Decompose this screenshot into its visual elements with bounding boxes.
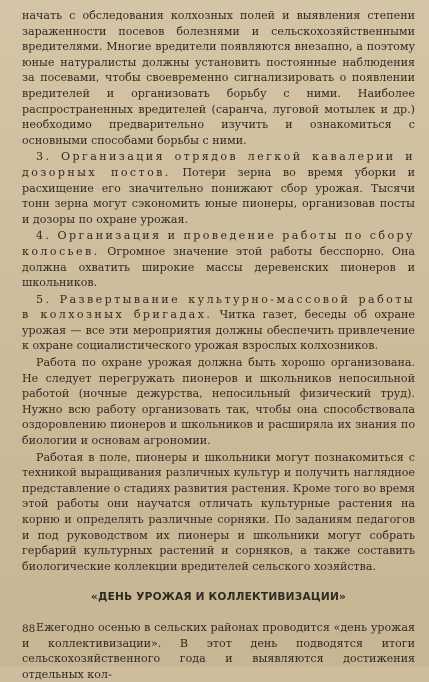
paragraph-item-3: 3. Организация отрядов легкой кавалерии и дозорных постов. Потери зерна во время уборки и расхищение его значительно понижают сбор урожая. Тысячи тонн зерна могут сэкономить юные пионеры, организовав посты и дозоры по охране урожая.	[22, 150, 415, 226]
item-3-heading: 3. Организация отрядов легкой кавалерии и дозорных постов.	[22, 150, 415, 179]
paragraph-item-4: 4. Организация и проведение работы по сбору колосьев. Огромное значение этой работы бесспорно. Она должна охватить широкие массы деревенских пионеров и школьников.	[22, 229, 415, 290]
paragraph-item-5: 5. Развертывание культурно-массовой работы в колхозных бригадах. Читка газет, беседы об охране урожая — все эти мероприятия должны обеспечить привлечение к охране социалистического урожая взрослых колхозников.	[22, 292, 415, 353]
item-4-heading: 4. Организация и проведение работы по сбору колосьев.	[22, 229, 415, 258]
item-5-heading: 5. Развертывание культурно-массовой работы в колхозных бригадах.	[22, 292, 415, 322]
paragraph-organization: Работа по охране урожая должна быть хорошо организована. Не следует перегружать пионеров и школьников непосильной работой (ночные дежурства, непосильный физический труд). Нужно всю работу организовать так, чтобы она способствовала оздоровлению пионеров и школьников и расширяла их знания по биологии и основам агрономии.	[22, 356, 415, 448]
paragraph-intro: начать с обследования колхозных полей и выявления степени зараженности посевов болезнями и сельскохозяйственными вредителями. Многие вредители появляются внезапно, а поэтому юные натуралисты должны установить постоянные наблюдения за посевами, чтобы своевременно сигнализировать о появлении вредителей и организовать борьбу с ними. Наиболее распространенных вредителей (саранча, луговой мотылек и др.) необходимо предварительно изучить и ознакомиться с основными способами борьбы с ними.	[22, 9, 415, 147]
paragraph-fieldwork: Работая в поле, пионеры и школьники могут познакомиться с техникой выращивания различных культур и получить наглядное представление о стадиях развития растения. Кроме того во время этой работы они научатся отличать культурные растения на корню и определять различные сорняки. По заданиям педагогов и под руководством их пионеры и школьники могут собрать гербарий культурных растений и сорняков, а также составить биологические коллекции вредителей сельского хозяйства.	[22, 450, 415, 573]
page-number: 88	[22, 623, 36, 635]
paragraph-harvest-day: Ежегодно осенью в сельских районах проводится «день урожая и коллективизации». В этот день подводятся итоги сельскохозяйственного года и выявляются достижения отдельных кол-	[22, 620, 415, 681]
body-text	[22, 8, 415, 682]
section-heading: «ДЕНЬ УРОЖАЯ И КОЛЛЕКТИВИЗАЦИИ»	[90, 591, 347, 604]
